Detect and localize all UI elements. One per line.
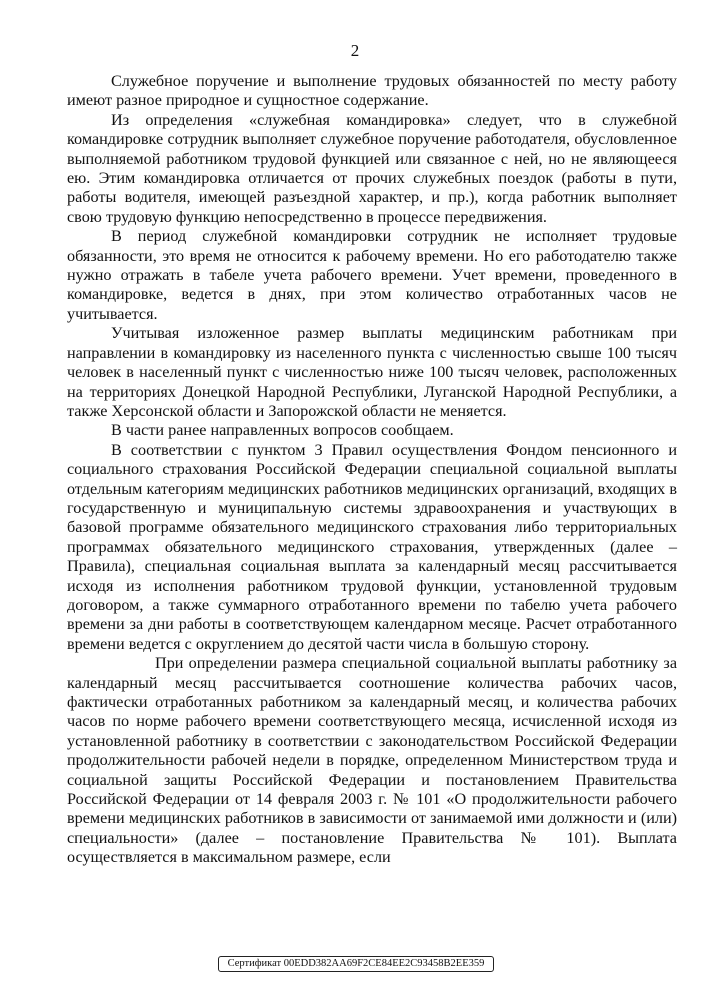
paragraph-payment-calculation: При определении размера специальной социальной выплаты работнику за календарный месяц рассчитывается соотношение количества рабочих часов, фактически отработанных работником за календарный месяц, и количества рабочих часов по норме рабочего времени соответствующего месяца, исчисленной исходя из установленной работнику в соответствии с законодательством Российской Федерации продолжительности рабочей недели в порядке, определенном Министерством труда и социальной защиты Российской Федерации и постановлением Правительства Российской Федерации от 14 февраля 2003 г. № 101 «О продолжительности рабочего времени медицинских работников в зависимости от занимаемой ими должности и (или) специальности» (далее – постановление Правительства № 101). Выплата осуществляется в максимальном размере, если (67, 654, 677, 867)
certificate-stamp: Сертификат 00EDD382AA69F2CE84EE2C93458B2EE359 (218, 956, 494, 972)
paragraph-trip-working-time: В период служебной командировки сотрудник не исполняет трудовые обязанности, это время не относится к рабочему времени. Но его работодателю также нужно отражать в табеле учета рабочего времени. Учет времени, проведенного в командировке, ведется в днях, при этом количество отработанных часов не учитывается. (67, 227, 677, 323)
paragraph-rules-clause-3: В соответствии с пунктом 3 Правил осуществления Фондом пенсионного и социального страхования Российской Федерации специальной социальной выплаты отдельным категориям медицинских работников медицинских организаций, входящих в государственную и муниципальную системы здравоохранения и участвующих в базовой программе обязательного медицинского страхования либо территориальных программах обязательного медицинского страхования, утвержденных (далее – Правила), специальная социальная выплата за календарный месяц рассчитывается исходя из исполнения работником трудовой функции, установленной трудовым договором, а также суммарного отработанного времени по табелю учета рабочего времени за дни работы в соответствующем календарном месяце. Расчет отработанного времени ведется с округлением до десятой части числа в большую сторону. (67, 440, 677, 653)
document-body (67, 72, 677, 868)
paragraph-previous-questions: В части ранее направленных вопросов сообщаем. (111, 421, 454, 440)
paragraph-payment-amount: Учитывая изложенное размер выплаты медицинским работникам при направлении в командировку из населенного пункта с численностью свыше 100 тысяч человек в населенный пункт с численностью ниже 100 тысяч человек, расположенных на территориях Донецкой Народной Республики, Луганской Народной Республики, а также Херсонской области и Запорожской области не меняется. (67, 324, 677, 420)
paragraph-service-assignment: Служебное поручение и выполнение трудовых обязанностей по месту работу имеют разное природное и сущностное содержание. (67, 72, 677, 110)
page-number: 2 (350, 41, 360, 60)
paragraph-business-trip-definition: Из определения «служебная командировка» следует, что в служебной командировке сотрудник выполняет служебное поручение работодателя, обусловленное выполняемой работником трудовой функцией или связанное с ней, но не являющееся ею. Этим командировка отличается от прочих служебных поездок (работы в пути, работы водителя, имеющей разъездной характер, и пр.), когда работник выполняет свою трудовую функцию непосредственно в процессе передвижения. (67, 110, 677, 226)
